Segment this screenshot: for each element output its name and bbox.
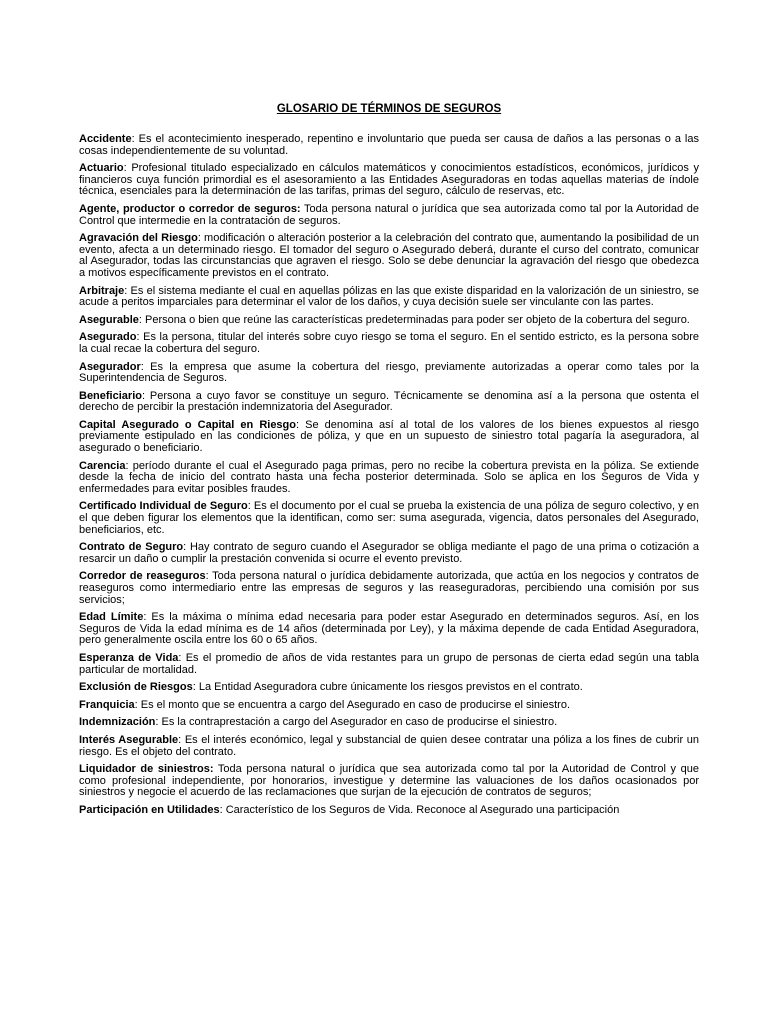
glossary-definition: Es la máxima o mínima edad necesaria para poder estar Asegurado en determinados seguros. Así, en los Seguros de Vida la edad mínima es de 14 años (determinada por Ley), y la máxima depende de cada Entidad Aseguradora, pero generalmente oscila entre los 60 o 65 años. bbox=[79, 611, 700, 647]
glossary-term: Beneficiario bbox=[79, 389, 142, 402]
glossary-entry bbox=[79, 391, 699, 414]
glossary-definition: Se denomina así al total de los valores de los bienes expuestos al riesgo previamente estipulado en las condiciones de póliza, y que en un supuesto de siniestro total pagaría la aseguradora, al asegurado o beneficiario. bbox=[79, 418, 700, 455]
glossary-term: Indemnización bbox=[79, 716, 156, 729]
glossary-definition: Toda persona natural o jurídica que sea autorizada como tal por la Autoridad de Control que intermedie en la contratación de seguros. bbox=[79, 202, 699, 227]
glossary-term: Agente, productor o corredor de seguros: bbox=[79, 202, 301, 215]
glossary-term: Asegurable bbox=[79, 313, 139, 326]
glossary-entry bbox=[79, 735, 699, 758]
glossary-entry bbox=[79, 134, 699, 157]
glossary-entry bbox=[79, 717, 699, 729]
glossary-term: Capital Asegurado o Capital en Riesgo bbox=[79, 418, 296, 431]
glossary-term: Asegurado bbox=[79, 331, 137, 344]
glossary-definition: Es el acontecimiento inesperado, repentino e involuntario que pueda ser causa de daños a las personas o a las cosas independientemente de su voluntad. bbox=[79, 133, 699, 157]
glossary-term: Accidente bbox=[79, 133, 132, 145]
glossary-entry bbox=[79, 700, 699, 712]
glossary-definition: Hay contrato de seguro cuando el Asegurador se obliga mediante el pago de una prima o cotización a resarcir un daño o cumplir la prestación convenida si ocurre el evento previsto. bbox=[79, 541, 699, 565]
glossary-definition: Persona o bien que reúne las características predeterminadas para poder ser objeto de la cobertura del seguro. bbox=[141, 313, 690, 326]
glossary-entry bbox=[79, 420, 699, 455]
term-separator: : bbox=[296, 418, 300, 431]
glossary-term: Edad Límite bbox=[79, 611, 144, 624]
glossary-entry bbox=[79, 233, 699, 279]
glossary-definition: Es el sistema mediante el cual en aquellas pólizas en las que existe disparidad en la valorización de un siniestro, se acude a peritos imparciales para determinar el valor de los daños, y cuya decisión suele ser vinculante con las partes. bbox=[79, 284, 699, 309]
term-separator: : bbox=[143, 611, 147, 624]
term-separator: : bbox=[141, 389, 146, 402]
glossary-entry bbox=[79, 571, 699, 606]
glossary-entry bbox=[79, 461, 699, 496]
glossary-entry bbox=[79, 682, 699, 694]
glossary-definition: Es la contraprestación a cargo del Asegurador en caso de producirse el siniestro. bbox=[158, 716, 558, 729]
glossary-entry bbox=[79, 362, 699, 385]
glossary-term: Certificado Individual de Seguro bbox=[79, 500, 248, 513]
glossary-definition: Toda persona natural o jurídica debidamente autorizada, que actúa en los negocios y contratos de reaseguros como intermediario entre las empresas de seguros y las reaseguradoras, percibiendo una comisión por sus servicios; bbox=[79, 570, 699, 606]
glossary-list bbox=[79, 134, 699, 817]
glossary-entry bbox=[79, 542, 699, 565]
term-separator: : bbox=[123, 162, 127, 175]
glossary-entry bbox=[79, 332, 699, 355]
glossary-term: Agravación del Riesgo bbox=[79, 232, 198, 245]
glossary-term: Participación en Utilidades bbox=[79, 803, 220, 816]
term-separator: : bbox=[197, 232, 201, 245]
glossary-entry bbox=[79, 612, 699, 647]
glossary-definition: Es el documento por el cual se prueba la existencia de una póliza de seguro colectivo, y en el que deben figurar los elementos que la identifican, como ser: suma asegurada, vigencia, datos personales del Asegurado, beneficiarios, etc. bbox=[79, 500, 699, 536]
glossary-definition: Toda persona natural o jurídica que sea autorizada como tal por la Autoridad de Control y que como profesional independiente, por honorarios, investigue y determine las valuaciones de los daños ocasionados por siniestros y negocie el acuerdo de las reclamaciones que surjan de la ejecución de contratos de seguros; bbox=[79, 763, 699, 799]
term-separator: : bbox=[178, 651, 182, 664]
term-separator: : bbox=[131, 133, 135, 145]
glossary-entry bbox=[79, 163, 699, 198]
term-separator: : bbox=[219, 803, 223, 816]
glossary-term: Actuario bbox=[79, 162, 124, 175]
glossary-entry bbox=[79, 764, 699, 799]
glossary-definition: Es el promedio de años de vida restantes para un grupo de personas de cierta edad según una tabla particular de mortalidad. bbox=[79, 651, 699, 676]
glossary-definition: Profesional titulado especializado en cálculos matemáticos y conocimientos estadísticos, económicos, jurídicos y financieros cuya función primordial es el asesoramiento a las Entidades Aseguradoras en todas aquellas materias de índole técnica, esenciales para la determinación de las tarifas, primas del seguro, cálculo de reservas, etc. bbox=[79, 162, 699, 198]
glossary-term: Asegurador bbox=[79, 360, 141, 373]
term-separator: : bbox=[247, 500, 251, 513]
glossary-definition: Es la empresa que asume la cobertura del riesgo, previamente autorizadas a operar como tales por la Superintendencia de Seguros. bbox=[79, 360, 699, 385]
glossary-definition: período durante el cual el Asegurado paga primas, pero no recibe la cobertura prevista en la póliza. Se extiende desde la fecha de inicio del contrato hasta una fecha posterior determinada. Solo se aplica en los Seguros de Vida y enfermedades para evitar posibles fraudes. bbox=[79, 459, 699, 495]
term-separator: : bbox=[140, 360, 144, 373]
glossary-definition: Persona a cuyo favor se constituye un seguro. Técnicamente se denomina así a la persona que ostenta el derecho de percibir la prestación indemnizatoria del Asegurador. bbox=[79, 389, 699, 414]
term-separator: : bbox=[178, 733, 182, 746]
term-separator: : bbox=[205, 570, 209, 583]
glossary-definition: La Entidad Aseguradora cubre únicamente los riesgos previstos en el contrato. bbox=[195, 681, 583, 694]
term-separator: : bbox=[124, 284, 128, 297]
glossary-definition: modificación o alteración posterior a la celebración del contrato que, aumentando la posibilidad de un evento, afecta a un determinado riesgo. El tomador del seguro o Asegurado deberá, durante el curso del contrato, comunicar al Asegurador, todas las circunstancias que agraven el riesgo. Solo se debe denunciar la agravación del riesgo que obedezca a motivos específicamente previstos en el contrato. bbox=[79, 232, 699, 279]
glossary-entry bbox=[79, 653, 699, 676]
glossary-term: Contrato de Seguro bbox=[79, 541, 184, 554]
term-separator: : bbox=[125, 459, 129, 472]
term-separator: : bbox=[134, 698, 138, 711]
glossary-term: Liquidador de siniestros: bbox=[79, 763, 214, 776]
glossary-definition: Es el interés económico, legal y substancial de quien desee contratar una póliza a los fines de cubrir un riesgo. Es el objeto del contrato. bbox=[79, 733, 699, 758]
document-title: GLOSARIO DE TÉRMINOS DE SEGUROS bbox=[276, 103, 502, 115]
glossary-definition: Característico de los Seguros de Vida. Reconoce al Asegurado una participación bbox=[222, 803, 620, 816]
term-separator: : bbox=[155, 716, 159, 729]
term-separator: : bbox=[192, 681, 196, 694]
glossary-entry bbox=[79, 501, 699, 536]
term-separator: : bbox=[136, 331, 140, 344]
glossary-definition: Es la persona, titular del interés sobre cuyo riesgo se toma el seguro. En el sentido estricto, es la persona sobre la cual recae la cobertura del seguro. bbox=[79, 331, 699, 355]
glossary-definition: Es el monto que se encuentra a cargo del Asegurado en caso de producirse el siniestro. bbox=[137, 698, 571, 711]
glossary-term: Interés Asegurable bbox=[79, 733, 179, 746]
term-separator: : bbox=[183, 541, 187, 554]
glossary-entry bbox=[79, 315, 699, 327]
glossary-term: Arbitraje bbox=[79, 284, 125, 297]
glossary-entry bbox=[79, 204, 699, 227]
glossary-term: Carencia bbox=[79, 459, 126, 472]
glossary-term: Esperanza de Vida bbox=[79, 651, 179, 664]
glossary-term: Exclusión de Riesgos bbox=[79, 681, 193, 694]
glossary-entry bbox=[79, 286, 699, 309]
term-separator: : bbox=[138, 313, 142, 326]
glossary-entry bbox=[79, 805, 699, 817]
glossary-term: Franquicia bbox=[79, 698, 135, 711]
glossary-term: Corredor de reaseguros bbox=[79, 570, 206, 583]
